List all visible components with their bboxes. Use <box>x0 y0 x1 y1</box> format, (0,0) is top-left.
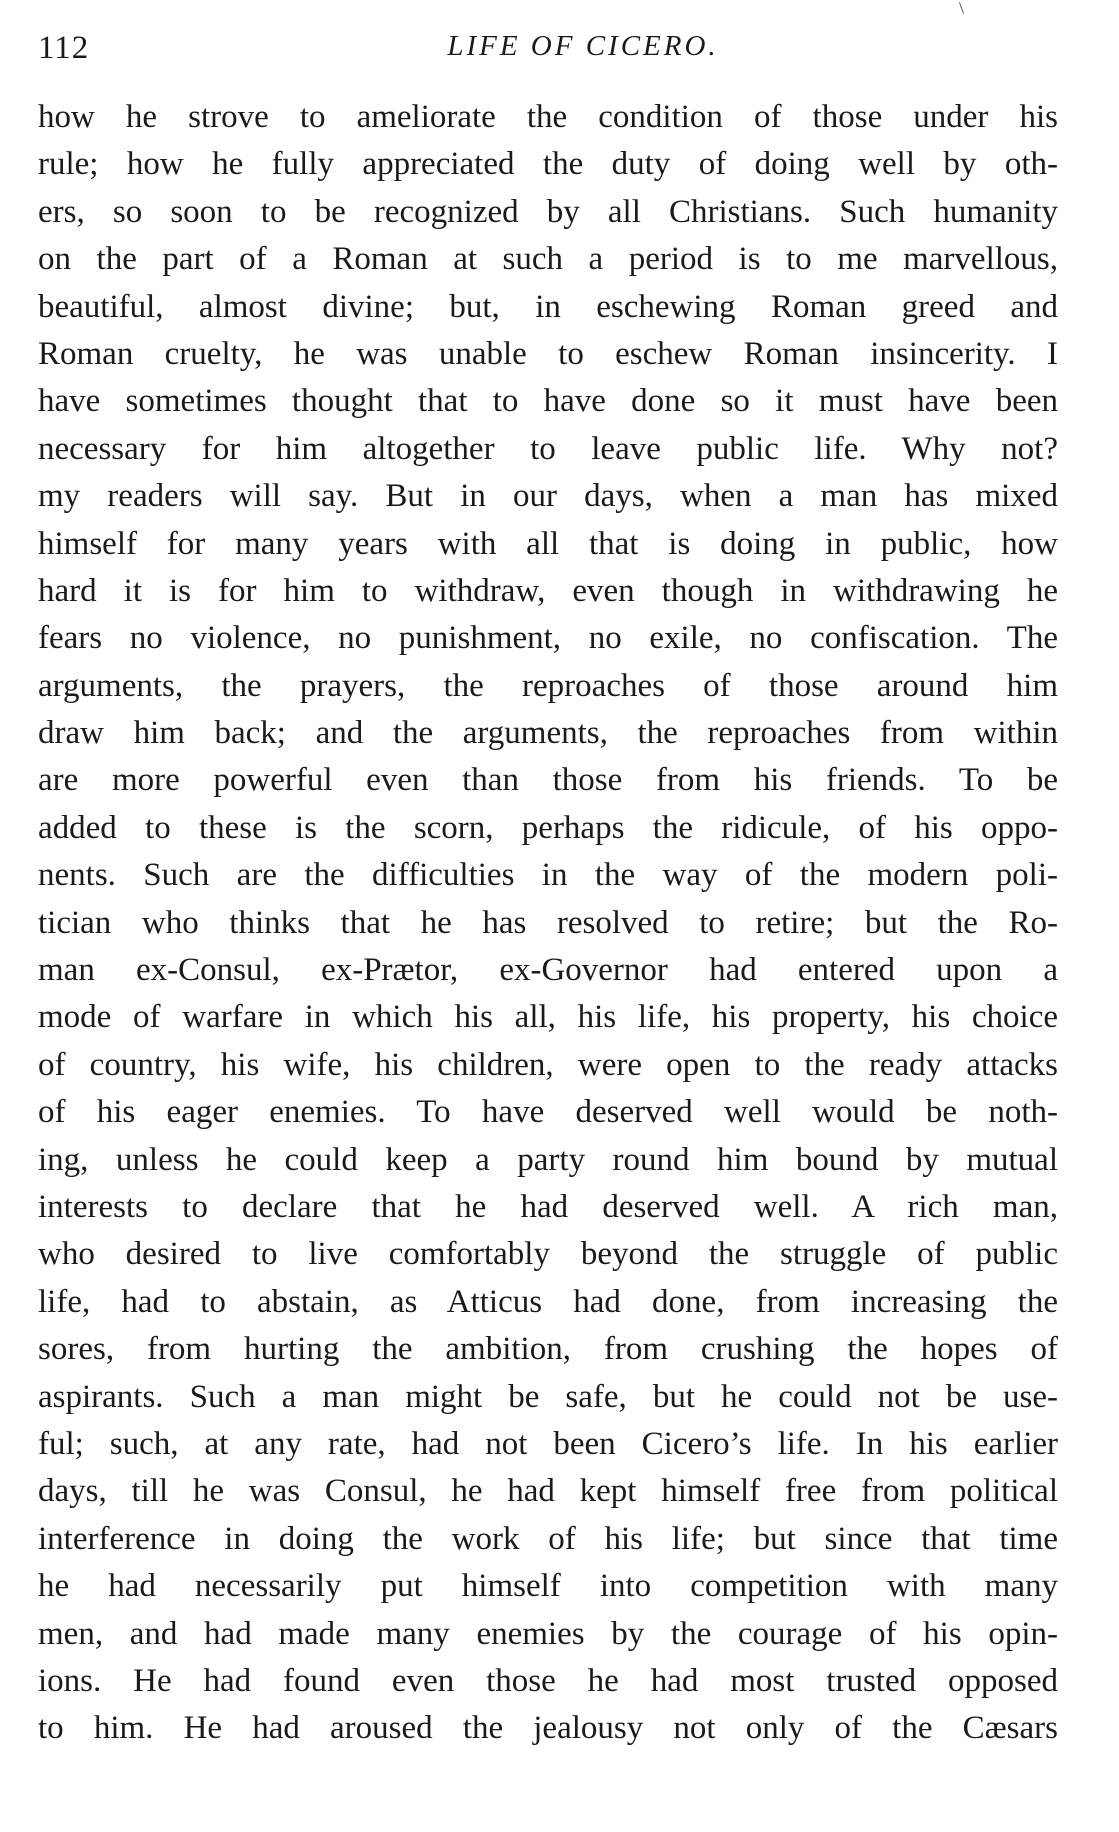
text-line: are more powerful even than those from his friends. To be <box>38 762 1058 799</box>
text-line: ful; such, at any rate, had not been Cicero’s life. In his earlier <box>38 1425 1058 1462</box>
text-line: rule; how he fully appreciated the duty of doing well by oth- <box>38 146 1058 183</box>
text-line: tician who thinks that he has resolved to retire; but the Ro- <box>38 904 1058 941</box>
text-line: mode of warfare in which his all, his life, his property, his choice <box>38 999 1058 1036</box>
page-number: 112 <box>38 30 90 66</box>
text-line: to him. He had aroused the jealousy not only of the Cæsars <box>38 1710 1058 1747</box>
text-line: arguments, the prayers, the reproaches of those around him <box>38 667 1058 704</box>
stray-ink-mark <box>959 2 964 14</box>
text-line: man ex-Consul, ex-Prætor, ex-Governor had entered upon a <box>38 952 1058 989</box>
text-line: life, had to abstain, as Atticus had done, from increasing the <box>38 1283 1058 1320</box>
text-line: fears no violence, no punishment, no exile, no confiscation. The <box>38 620 1058 657</box>
text-line: days, till he was Consul, he had kept himself free from political <box>38 1473 1058 1510</box>
text-line: necessary for him altogether to leave public life. Why not? <box>38 430 1058 467</box>
body-paragraph <box>38 94 1058 1753</box>
text-line: men, and had made many enemies by the courage of his opin- <box>38 1615 1058 1652</box>
text-line: beautiful, almost divine; but, in eschewing Roman greed and <box>38 288 1058 325</box>
text-line: aspirants. Such a man might be safe, but he could not be use- <box>38 1378 1058 1415</box>
text-line: interference in doing the work of his life; but since that time <box>38 1520 1058 1557</box>
text-line: himself for many years with all that is doing in public, how <box>38 525 1058 562</box>
text-line: who desired to live comfortably beyond the struggle of public <box>38 1236 1058 1273</box>
text-line: sores, from hurting the ambition, from crushing the hopes of <box>38 1331 1058 1368</box>
text-line: interests to declare that he had deserved well. A rich man, <box>38 1188 1058 1225</box>
text-line: have sometimes thought that to have done so it must have been <box>38 383 1058 420</box>
text-line: nents. Such are the difficulties in the way of the modern poli- <box>38 857 1058 894</box>
text-line: of country, his wife, his children, were open to the ready attacks <box>38 1046 1058 1083</box>
text-line: on the part of a Roman at such a period is to me marvellous, <box>38 241 1058 278</box>
text-line: ions. He had found even those he had most trusted opposed <box>38 1662 1058 1699</box>
page-header <box>38 30 1058 76</box>
text-line: ers, so soon to be recognized by all Christians. Such humanity <box>38 193 1058 230</box>
text-line: he had necessarily put himself into competition with many <box>38 1568 1058 1605</box>
text-line: ing, unless he could keep a party round him bound by mutual <box>38 1141 1058 1178</box>
text-line: draw him back; and the arguments, the reproaches from within <box>38 715 1058 752</box>
text-line: my readers will say. But in our days, when a man has mixed <box>38 478 1058 515</box>
text-line: of his eager enemies. To have deserved well would be noth- <box>38 1094 1058 1131</box>
text-line: how he strove to ameliorate the condition of those under his <box>38 99 1058 135</box>
text-line: Roman cruelty, he was unable to eschew Roman insincerity. I <box>38 335 1058 372</box>
text-line: added to these is the scorn, perhaps the ridicule, of his oppo- <box>38 809 1058 846</box>
text-line: hard it is for him to withdraw, even though in withdrawing he <box>38 572 1058 609</box>
running-title: LIFE OF CICERO. <box>447 30 719 62</box>
